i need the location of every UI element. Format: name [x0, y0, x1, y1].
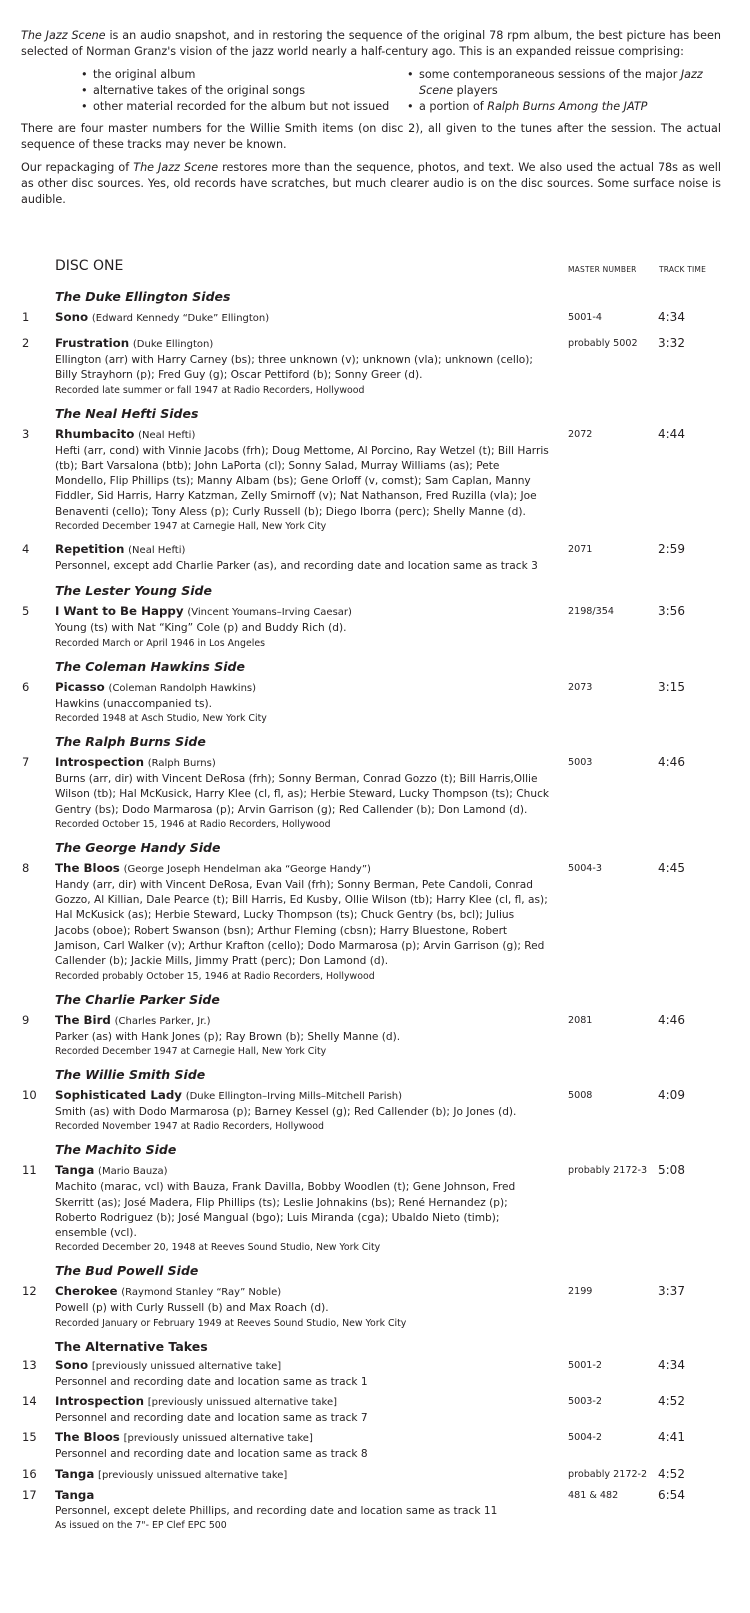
intro-paragraph-2: There are four master numbers for the Willie Smith items (on disc 2), all given to the tunes after the session. The actual sequence of these tracks may never be known. [21, 122, 721, 151]
bullet-item: • some contemporaneous sessions of the major Jazz Scene players [407, 67, 717, 99]
track-number: 7 [22, 754, 30, 769]
track-time: 4:46 [658, 754, 685, 769]
track-details [55, 1283, 550, 1329]
track-heading [55, 1087, 550, 1105]
track-heading [55, 541, 550, 559]
track-heading [55, 335, 550, 353]
track-details [55, 1012, 550, 1058]
track-title: Tanga [55, 1163, 95, 1178]
track-details [55, 1393, 550, 1426]
track-section [0, 1262, 750, 1329]
track-row [0, 335, 750, 397]
track-details [55, 754, 550, 831]
track-heading [55, 309, 550, 327]
track-personnel: Parker (as) with Hank Jones (p); Ray Brown (b); Shelly Manne (d). [55, 1030, 401, 1043]
track-details [55, 1162, 550, 1254]
track-composer: (Ralph Burns) [147, 757, 216, 769]
track-row [0, 603, 750, 649]
track-details [55, 541, 550, 574]
track-personnel: Powell (p) with Curly Russell (b) and Max Roach (d). [55, 1302, 329, 1315]
track-title: Sono [55, 1357, 89, 1372]
track-row [0, 1393, 750, 1426]
track-list [0, 288, 750, 1538]
track-number: 16 [22, 1466, 37, 1481]
bullet-item: • alternative takes of the original songs [81, 83, 407, 99]
track-section [0, 288, 750, 397]
track-title: Introspection [55, 754, 144, 769]
track-heading [55, 426, 550, 444]
track-personnel: Personnel and recording date and location same as track 1 [55, 1375, 368, 1388]
track-time: 4:34 [658, 310, 685, 324]
track-time: 5:08 [658, 1163, 685, 1178]
track-row [0, 1487, 750, 1532]
track-recording-info: Recorded March or April 1946 in Los Angeles [55, 637, 265, 649]
track-details [55, 426, 550, 533]
track-heading [55, 1012, 550, 1030]
bullet-item: • the original album [81, 67, 407, 83]
track-time: 3:15 [658, 679, 685, 694]
track-section [0, 733, 750, 831]
track-recording-info: Recorded November 1947 at Radio Recorders, Hollywood [55, 1121, 324, 1133]
bullet-item: • other material recorded for the album but not issued [81, 99, 407, 115]
track-details [55, 603, 550, 649]
track-row [0, 1429, 750, 1462]
track-title: The Bloos [55, 1430, 120, 1445]
master-number: 2198/354 [568, 606, 614, 618]
track-number: 8 [22, 860, 30, 875]
track-time: 4:46 [658, 1012, 685, 1027]
track-time: 4:34 [658, 1357, 685, 1372]
track-details [55, 1087, 550, 1133]
track-details [55, 335, 550, 397]
track-row [0, 1466, 750, 1484]
track-details [55, 1429, 550, 1462]
master-number: 481 & 482 [568, 1489, 619, 1501]
track-section [0, 1338, 750, 1532]
track-composer: (Neal Hefti) [138, 429, 196, 441]
intro-text [21, 28, 721, 215]
reissue-contents-list [21, 67, 721, 115]
track-recording-info: Recorded January or February 1949 at Reeves Sound Studio, New York City [55, 1317, 407, 1329]
track-section [0, 1066, 750, 1133]
track-personnel: Personnel and recording date and location same as track 8 [55, 1448, 368, 1461]
intro-paragraph-3: Our repackaging of The Jazz Scene restores more than the sequence, photos, and text. We also used the actual 78s as well as other disc sources. Yes, old records have scratches, but much clearer audio is on the disc sources. Some surface noise is audible. [21, 161, 721, 206]
track-number: 12 [22, 1284, 37, 1299]
track-heading [55, 754, 550, 772]
track-row [0, 309, 750, 327]
track-section [0, 405, 750, 575]
track-heading [55, 1357, 550, 1375]
track-personnel: Hawkins (unaccompanied ts). [55, 697, 212, 710]
track-time: 4:45 [658, 860, 685, 875]
track-time: 4:41 [658, 1430, 685, 1445]
track-time: 3:37 [658, 1284, 685, 1299]
track-number: 10 [22, 1087, 37, 1102]
master-number: probably 5002 [568, 338, 638, 349]
track-number: 9 [22, 1012, 30, 1027]
track-title: Cherokee [55, 1284, 118, 1299]
track-composer: (Charles Parker, Jr.) [114, 1015, 211, 1027]
bullet-item: • a portion of Ralph Burns Among the JATP [407, 99, 717, 115]
track-row [0, 679, 750, 725]
master-number: 5004-2 [568, 1432, 602, 1444]
track-number: 2 [22, 336, 30, 350]
track-heading [55, 1393, 550, 1411]
section-title: The Duke Ellington Sides [55, 289, 231, 304]
track-recording-info: Recorded late summer or fall 1947 at Radio Recorders, Hollywood [55, 384, 365, 396]
track-personnel: Handy (arr, dir) with Vincent DeRosa, Evan Vail (frh); Sonny Berman, Pete Candoli, Conrad Gozzo, Al Killian, Dale Pearce (t); Bill Harris, Ed Kusby, Ollie Wilson (tb); Harry Klee (cl, fl, as); Hal McKusick (as); Herbie Steward, Lucky Thompson (ts); Chuck Gentry (bs, bcl); Julius Jacobs (oboe); Robert Swanson (bsn); Arthur Fleming (cbsn); Harry Bluestone, Robert Jamison, Carl Walker (v); Arthur Krafton (cello); Dodo Marmarosa (p); Arvin Garrison (g); Red Callender (b); Jackie Mills, Jimmy Pratt (perc); Don Lamond (d). [55, 878, 548, 968]
track-row [0, 541, 750, 574]
track-title: Introspection [55, 1394, 144, 1409]
track-time: 6:54 [658, 1487, 685, 1502]
track-section [0, 839, 750, 983]
track-number: 4 [22, 542, 30, 557]
track-recording-info: Recorded December 1947 at Carnegie Hall, New York City [55, 521, 327, 533]
track-personnel: Personnel, except add Charlie Parker (as), and recording date and location same as track 3 [55, 560, 538, 573]
track-section [0, 1141, 750, 1254]
track-heading [55, 679, 550, 697]
track-heading [55, 1429, 550, 1447]
track-time: 3:32 [658, 336, 685, 350]
master-number: 2072 [568, 428, 593, 440]
track-recording-info: Recorded October 15, 1946 at Radio Recorders, Hollywood [55, 818, 331, 830]
master-number: 2081 [568, 1014, 593, 1026]
track-composer: (Duke Ellington) [132, 339, 214, 350]
master-number: 2073 [568, 681, 593, 693]
disc-title: DISC ONE [55, 258, 124, 274]
track-title: The Bloos [55, 860, 120, 875]
track-composer: (Coleman Randolph Hawkins) [108, 682, 257, 694]
track-time-header: TRACK TIME [659, 265, 707, 274]
track-number: 6 [22, 679, 30, 694]
track-title: Picasso [55, 679, 105, 694]
track-composer: (Duke Ellington–Irving Mills–Mitchell Parish) [185, 1090, 403, 1102]
track-details [55, 679, 550, 725]
track-title: Rhumbacito [55, 426, 135, 441]
track-title: Sophisticated Lady [55, 1087, 182, 1102]
section-title: The Lester Young Side [55, 583, 212, 599]
track-personnel: Young (ts) with Nat “King” Cole (p) and Buddy Rich (d). [55, 622, 347, 635]
track-row [0, 754, 750, 831]
track-row [0, 1162, 750, 1254]
track-details [55, 1357, 550, 1390]
track-heading [55, 1162, 550, 1180]
track-number: 14 [22, 1394, 37, 1409]
track-title: Tanga [55, 1487, 95, 1502]
track-number: 3 [22, 426, 30, 441]
track-heading [55, 1283, 550, 1301]
track-composer: (Mario Bauza) [98, 1166, 168, 1178]
track-personnel: Hefti (arr, cond) with Vinnie Jacobs (frh); Doug Mettome, Al Porcino, Ray Wetzel (t); Bill Harris (tb); Bart Varsalona (btb); John LaPorta (cl); Sonny Salad, Murray Williams (as); Pete Mondello, Flip Phillips (ts); Manny Albam (bs); Gene Orloff (v, comst); Sam Caplan, Manny Fiddler, Sid Harris, Harry Katzman, Zelly Smirnoff (v); Nat Nathanson, Fred Ruzilla (vla); Joe Benaventi (cello); Tony Aless (p); Curly Russell (b); Diego Iborra (perc); Shelly Manne (d). [55, 444, 549, 518]
track-heading [55, 1487, 550, 1504]
track-number: 15 [22, 1430, 37, 1445]
track-row [0, 426, 750, 533]
section-title: The George Handy Side [55, 839, 221, 855]
track-personnel: Machito (marac, vcl) with Bauza, Frank Davilla, Bobby Woodlen (t); Gene Johnson, Fred Skerritt (as); José Madera, Flip Phillips (ts); Leslie Johnakins (bs); René Hernandez (p); Roberto Rodriguez (b); José Mangual (bgo); Luis Miranda (cga); Ubaldo Nieto (timb); ensemble (vcl). [55, 1181, 516, 1240]
track-personnel: Personnel and recording date and location same as track 7 [55, 1412, 368, 1425]
track-section [0, 991, 750, 1058]
track-heading [55, 860, 550, 878]
track-personnel: Ellington (arr) with Harry Carney (bs); three unknown (v); unknown (vla); unknown (cello); Billy Strayhorn (p); Fred Guy (g); Oscar Pettiford (b); Sonny Greer (d). [55, 354, 533, 382]
track-composer: (Edward Kennedy “Duke” Ellington) [91, 313, 270, 324]
section-title: The Charlie Parker Side [55, 991, 220, 1007]
section-title: The Alternative Takes [55, 1338, 208, 1354]
track-personnel: Personnel, except delete Phillips, and recording date and location same as track 11 [55, 1504, 498, 1517]
track-row [0, 1087, 750, 1133]
section-title: The Bud Powell Side [55, 1263, 199, 1279]
track-personnel: Burns (arr, dir) with Vincent DeRosa (frh); Sonny Berman, Conrad Gozzo (t); Bill Harris,Ollie Wilson (tb); Hal McKusick, Harry Klee (cl, fl, as); Herbie Steward, Lucky Thompson (ts); Chuck Gentry (bs); Dodo Marmarosa (p); Arvin Garrison (g); Red Callender (b); Don Lamond (d). [55, 772, 550, 816]
master-number: 5008 [568, 1089, 593, 1101]
master-number: 2199 [568, 1286, 593, 1298]
master-number: probably 2172-3 [568, 1165, 648, 1177]
track-time: 4:09 [658, 1087, 685, 1102]
track-details [55, 860, 550, 983]
track-composer: (Vincent Youmans–Irving Caesar) [187, 607, 352, 619]
master-number: 5001-4 [568, 312, 602, 323]
track-recording-info: Recorded probably October 15, 1946 at Radio Recorders, Hollywood [55, 970, 375, 982]
master-number: 2071 [568, 544, 593, 556]
track-time: 4:44 [658, 426, 685, 441]
master-number: probably 2172-2 [568, 1468, 648, 1480]
track-heading [55, 603, 550, 621]
track-row [0, 1012, 750, 1058]
section-title: The Ralph Burns Side [55, 733, 206, 749]
track-recording-info: Recorded December 20, 1948 at Reeves Sound Studio, New York City [55, 1242, 381, 1254]
section-title: The Neal Hefti Sides [55, 405, 199, 421]
track-composer: (George Joseph Hendelman aka “George Handy”) [123, 863, 371, 875]
track-details [55, 1487, 550, 1532]
track-title: Tanga [55, 1466, 95, 1481]
track-section [0, 582, 750, 649]
track-title: I Want to Be Happy [55, 604, 184, 619]
bullet-column-right [407, 67, 717, 115]
track-number: 17 [22, 1487, 37, 1502]
track-recording-info: Recorded 1948 at Asch Studio, New York City [55, 712, 267, 724]
track-recording-info: Recorded December 1947 at Carnegie Hall, New York City [55, 1045, 327, 1057]
track-time: 2:59 [658, 542, 685, 557]
master-number: 5001-2 [568, 1359, 602, 1371]
track-time: 3:56 [658, 604, 685, 619]
section-title: The Willie Smith Side [55, 1066, 206, 1082]
track-personnel: Smith (as) with Dodo Marmarosa (p); Barney Kessel (g); Red Callender (b); Jo Jones (d). [55, 1105, 517, 1118]
track-title: Sono [55, 310, 89, 324]
track-section [0, 658, 750, 725]
track-row [0, 860, 750, 983]
master-number-header: MASTER NUMBER [568, 265, 637, 274]
intro-paragraph-1: The Jazz Scene is an audio snapshot, and in restoring the sequence of the original 78 rpm album, the best picture has been selected of Norman Granz's vision of the jazz world nearly a half-century ago. This is an expanded reissue comprising: [21, 29, 722, 58]
track-details [55, 1466, 550, 1484]
track-title: The Bird [55, 1012, 111, 1027]
track-recording-info: As issued on the 7"- EP Clef EPC 500 [55, 1519, 227, 1531]
section-title: The Coleman Hawkins Side [55, 658, 245, 674]
track-number: 1 [22, 310, 30, 324]
track-number: 11 [22, 1163, 37, 1178]
track-row [0, 1357, 750, 1390]
master-number: 5003-2 [568, 1396, 602, 1408]
track-details [55, 309, 550, 327]
master-number: 5004-3 [568, 862, 602, 874]
track-composer: [previously unissued alternative take] [147, 1397, 338, 1409]
track-composer: [previously unissued alternative take] [123, 1433, 313, 1445]
track-heading [55, 1466, 550, 1484]
section-title: The Machito Side [55, 1142, 177, 1158]
track-row [0, 1283, 750, 1329]
track-time: 4:52 [658, 1394, 685, 1409]
master-number: 5003 [568, 756, 593, 768]
track-title: Frustration [55, 336, 130, 350]
track-composer: [previously unissued alternative take] [98, 1469, 288, 1481]
track-number: 5 [22, 604, 30, 619]
track-number: 13 [22, 1357, 37, 1372]
bullet-column-left [81, 67, 407, 115]
track-composer: (Neal Hefti) [128, 545, 186, 557]
track-time: 4:52 [658, 1466, 685, 1481]
track-composer: (Raymond Stanley “Ray” Noble) [121, 1287, 282, 1299]
track-title: Repetition [55, 542, 125, 557]
track-composer: [previously unissued alternative take] [91, 1360, 282, 1372]
